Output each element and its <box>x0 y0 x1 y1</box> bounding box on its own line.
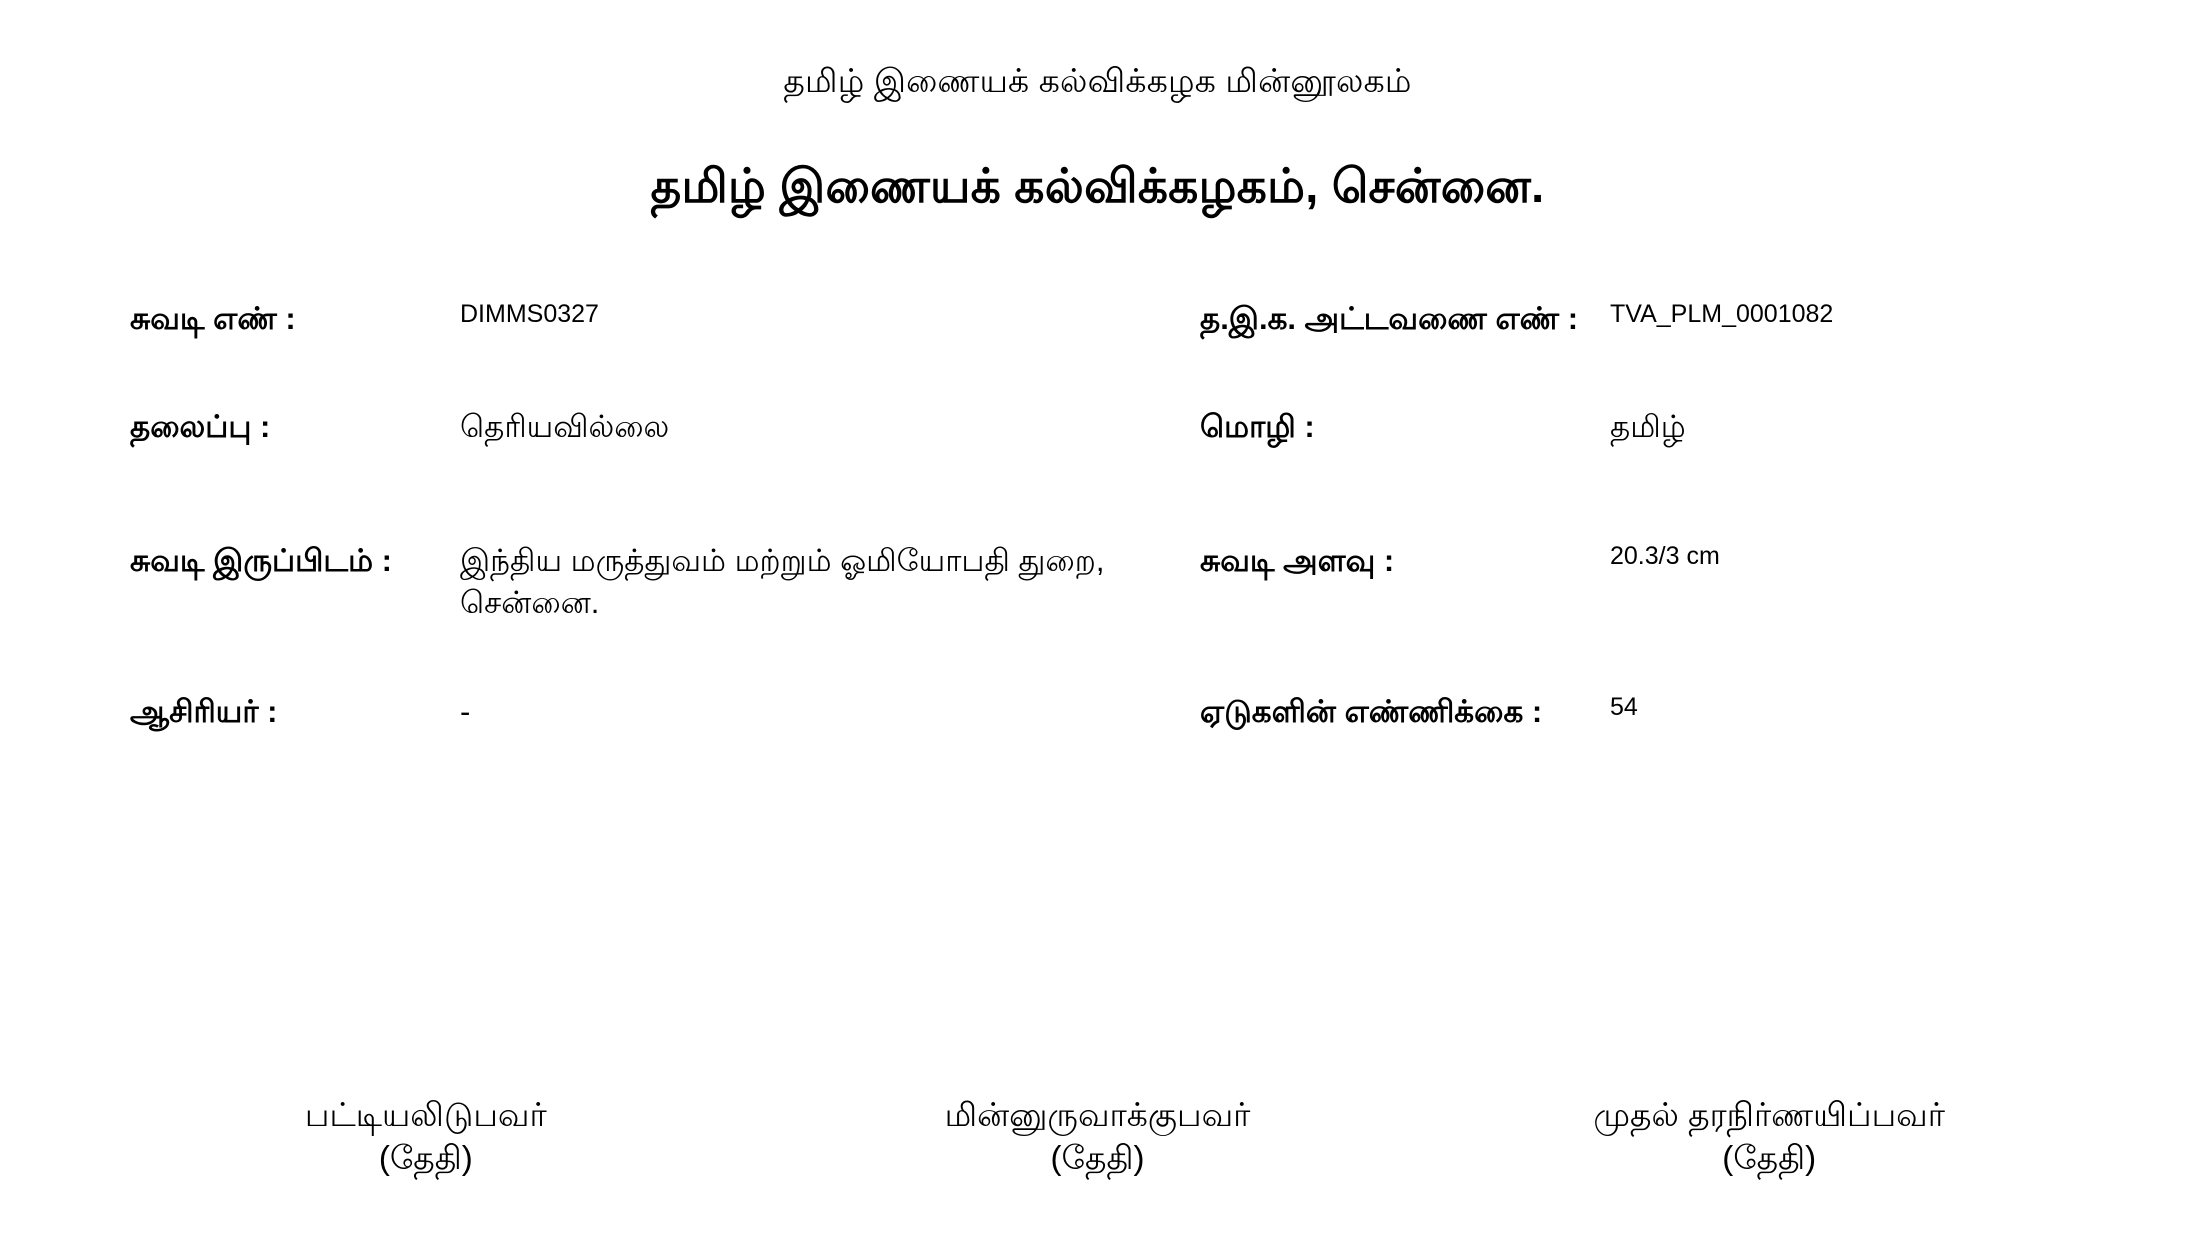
manuscript-location-label: சுவடி இருப்பிடம் : <box>130 542 392 578</box>
signatory-role: முதல் தரநிர்ணயிப்பவர் <box>1593 1095 1945 1133</box>
author-value: - <box>460 694 471 730</box>
tva-table-number-value: TVA_PLM_0001082 <box>1610 300 1834 328</box>
title-label: தலைப்பு : <box>130 408 271 444</box>
manuscript-number-value: DIMMS0327 <box>460 300 599 328</box>
signatory-date: (தேதி) <box>1050 1139 1145 1177</box>
language-value: தமிழ் <box>1610 408 1686 444</box>
manuscript-number-label: சுவடி எண் : <box>130 301 296 336</box>
library-header: தமிழ் இணையக் கல்விக்கழக மின்னூலகம் <box>783 62 1412 99</box>
signatory-first-qc <box>1433 1093 2105 1180</box>
signatory-role: பட்டியலிடுபவர் <box>304 1095 547 1133</box>
table-row <box>130 406 2095 448</box>
author-label: ஆசிரியர் : <box>130 694 278 730</box>
table-row <box>130 298 2095 340</box>
signatory-cataloguer <box>90 1093 762 1180</box>
table-row <box>130 540 2095 624</box>
signatory-date: (தேதி) <box>1722 1139 1817 1177</box>
leaves-count-label: ஏடுகளின் எண்ணிக்கை : <box>1200 694 1543 730</box>
signatory-role: மின்னுருவாக்குபவர் <box>944 1095 1251 1133</box>
manuscript-size-value: 20.3/3 cm <box>1610 541 1720 570</box>
table-row <box>130 691 2095 733</box>
language-label: மொழி : <box>1200 408 1315 444</box>
manuscript-size-label: சுவடி அளவு : <box>1200 542 1395 578</box>
signatory-date: (தேதி) <box>378 1139 473 1177</box>
title-value: தெரியவில்லை <box>460 408 670 444</box>
document-page <box>0 62 2195 1238</box>
tva-table-number-label: த.இ.க. அட்டவணை எண் : <box>1200 301 1579 336</box>
signatory-digitizer <box>762 1093 1434 1180</box>
page-title: தமிழ் இணையக் கல்விக்கழகம், சென்னை. <box>650 159 1545 212</box>
leaves-count-value: 54 <box>1610 693 1638 722</box>
manuscript-location-value: இந்திய மருத்துவம் மற்றும் ஓமியோபதி துறை, சென்னை. <box>460 542 1105 620</box>
metadata-table <box>0 298 2195 733</box>
signature-row <box>0 1093 2195 1180</box>
